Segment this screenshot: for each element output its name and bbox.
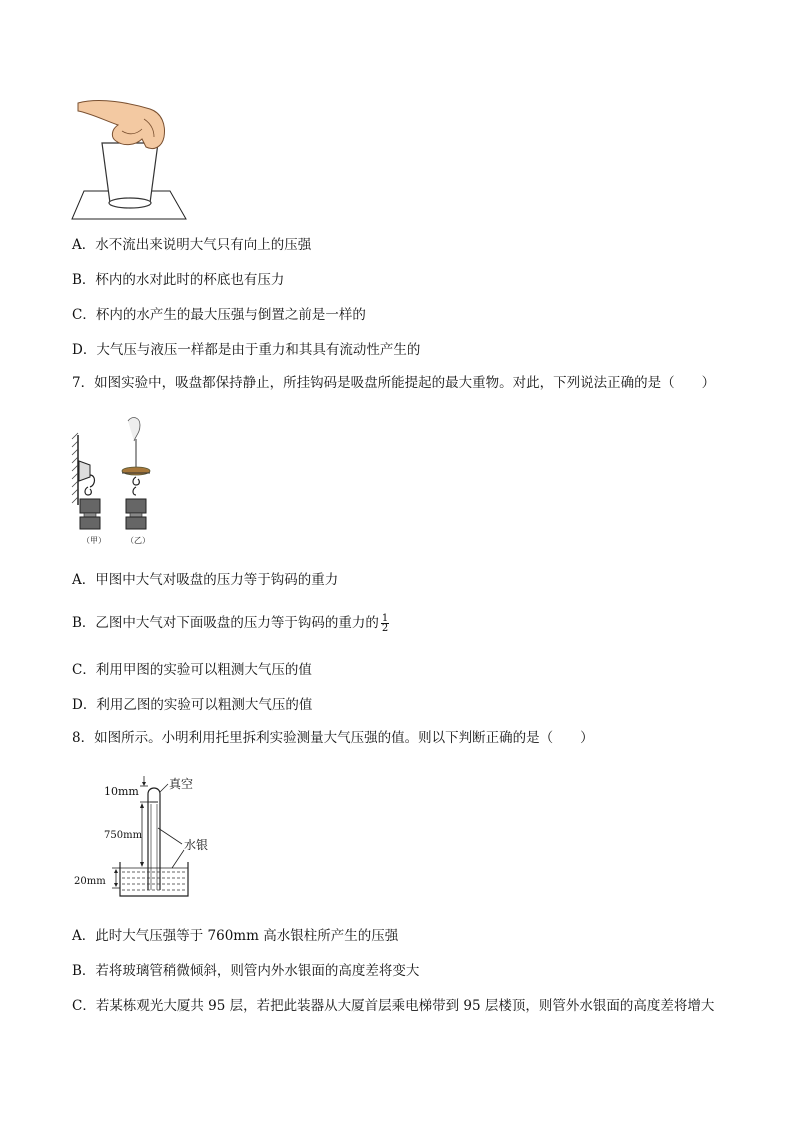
inverted-cup-figure xyxy=(70,95,190,223)
label-10mm: 10mm xyxy=(104,785,139,798)
torricelli-figure xyxy=(72,772,209,900)
label-750mm: 750mm xyxy=(104,830,143,841)
q6-option-d[interactable]: D．大气压与液压一样都是由于重力和其具有流动性产生的 xyxy=(72,342,421,358)
q7-option-b[interactable] xyxy=(72,614,389,633)
label-20mm: 20mm xyxy=(74,876,106,887)
fig-label-jia: （甲） xyxy=(82,536,106,545)
q6-option-c[interactable]: C．杯内的水产生的最大压强与倒置之前是一样的 xyxy=(72,307,366,323)
q8-stem: 8．如图所示。小明利用托里拆利实验测量大气压强的值。则以下判断正确的是（ ） xyxy=(72,730,594,746)
q7-option-c[interactable]: C．利用甲图的实验可以粗测大气压的值 xyxy=(72,662,312,678)
q7-option-d[interactable]: D．利用乙图的实验可以粗测大气压的值 xyxy=(72,697,313,713)
q6-option-a[interactable]: A．水不流出来说明大气只有向上的压强 xyxy=(72,237,312,253)
label-vacuum: 真空 xyxy=(169,777,194,791)
q6-option-b[interactable]: B．杯内的水对此时的杯底也有压力 xyxy=(72,272,285,288)
fraction-denominator: 2 xyxy=(381,623,389,634)
suction-cup-figure xyxy=(70,415,170,553)
fraction-numerator: 1 xyxy=(381,613,389,624)
q7-option-b-text: B．乙图中大气对下面吸盘的压力等于钩码的重力的 xyxy=(72,615,379,631)
q7-option-a[interactable]: A．甲图中大气对吸盘的压力等于钩码的重力 xyxy=(72,572,339,588)
fig-label-yi: （乙） xyxy=(126,536,150,545)
label-mercury: 水银 xyxy=(184,838,209,852)
q8-option-b[interactable]: B．若将玻璃管稍微倾斜，则管内外水银面的高度差将变大 xyxy=(72,963,420,979)
q8-option-c[interactable]: C．若某栋观光大厦共 95 层，若把此装器从大厦首层乘电梯带到 95 层楼顶，则管外水银面的高度差将增大 xyxy=(72,998,715,1014)
q7-stem: 7．如图实验中，吸盘都保持静止，所挂钩码是吸盘所能提起的最大重物。对此，下列说法正确的是（ ） xyxy=(72,375,716,391)
q8-option-a[interactable]: A．此时大气压强等于 760mm 高水银柱所产生的压强 xyxy=(72,928,399,944)
one-half-fraction xyxy=(381,614,389,633)
